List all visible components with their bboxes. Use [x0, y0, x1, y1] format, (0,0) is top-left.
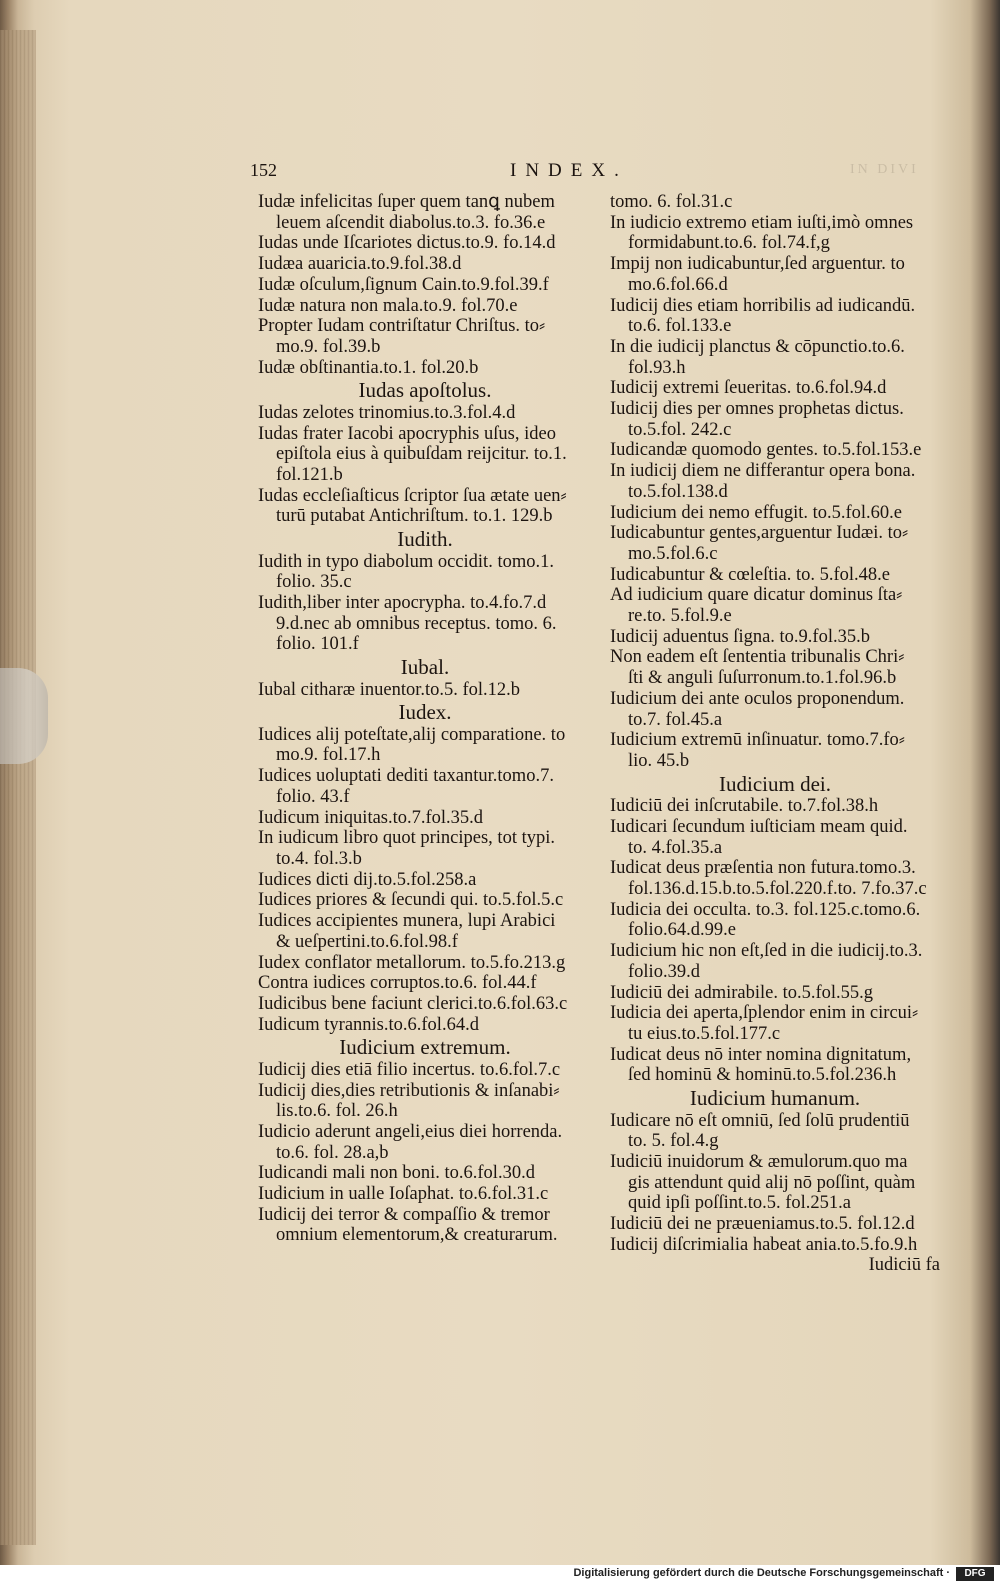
index-entry-line: lis.to.6. fol. 26.h — [276, 1101, 398, 1122]
index-entry-line: Iudicabuntur gentes,arguentur Iudæi. to⸗ — [610, 523, 909, 544]
index-entry-line: Iudicandæ quomodo gentes. to.5.fol.153.e — [610, 440, 922, 461]
index-entry-line: mo.9. fol.17.h — [276, 745, 381, 766]
index-entry-line: Ad iudicium quare dicatur dominus ſta⸗ — [610, 585, 903, 606]
index-entry-line: In iudicum libro quot principes, tot typi. — [258, 828, 555, 849]
index-entry-line: leuem aſcendit diabolus.to.3. fo.36.e — [276, 212, 546, 233]
index-entry-line: folio. 43.f — [276, 786, 350, 807]
index-entry-line: Iudicium dei ante oculos proponendum. — [610, 688, 905, 709]
index-heading: Iudicium extremum. — [339, 1035, 511, 1060]
page-number: 152 — [250, 160, 277, 180]
index-entry — [258, 1184, 592, 1205]
index-entry — [610, 1214, 940, 1235]
index-entry-line: turū putabat Antichriſtum. to.1. 129.b — [276, 506, 553, 527]
index-entry — [610, 730, 940, 771]
index-entry — [610, 1045, 940, 1086]
index-entry-line: Iudæ natura non mala.to.9. fol.70.e — [258, 295, 518, 316]
index-entry-line: Iudicij dies,dies retributionis & inſanabi⸗ — [258, 1080, 560, 1101]
index-entry-line: epiſtola eius à quibuſdam reijcitur. to.1. — [276, 444, 567, 465]
index-entry-line: Iudices dicti dij.to.5.fol.258.a — [258, 869, 477, 890]
index-entry-line: Iudices alij poteſtate,alij comparatione. to — [258, 724, 566, 745]
index-entry-line: Iudicari ſecundum iuſticiam meam quid. — [610, 816, 908, 837]
index-entry — [258, 296, 592, 317]
index-entry-line: ſed hominū & hominū.to.5.fol.236.h — [628, 1065, 897, 1086]
index-entry-line: fol.121.b — [276, 464, 343, 485]
index-entry-line: Iudicij extremi ſeueritas. to.6.fol.94.d — [610, 378, 887, 399]
index-entry-line: Iudicat deus præſentia non futura.tomo.3. — [610, 858, 916, 879]
index-entry-line: Iudicium hic non eſt,ſed in die iudicij.to.3. — [610, 941, 923, 962]
index-entry-line: Iudæ oſculum,ſignum Cain.to.9.fol.39.f — [258, 274, 549, 295]
index-entry — [610, 585, 940, 626]
index-entry-line: Iudas unde Iſcariotes dictus.to.9. fo.14.d — [258, 233, 556, 254]
index-entry-line: ſti & anguli ſuſurronum.to.1.fol.96.b — [628, 668, 897, 689]
index-column-left — [258, 192, 592, 1246]
index-entry — [610, 565, 940, 586]
index-entry-line: mo.6.fol.66.d — [628, 274, 728, 295]
index-entry — [258, 424, 592, 486]
index-entry-line: Iudæ obſtinantia.to.1. fol.20.b — [258, 357, 479, 378]
index-entry — [258, 973, 592, 994]
index-entry — [258, 680, 592, 701]
index-entry-line: Iudiciū inuidorum & æmulorum.quo ma — [610, 1151, 908, 1172]
index-entry-line: re.to. 5.fol.9.e — [628, 606, 732, 627]
index-entry-line: Iudith,liber inter apocrypha. to.4.fo.7.d — [258, 592, 547, 613]
index-entry-line: Iudiciū dei admirabile. to.5.fol.55.g — [610, 982, 874, 1003]
index-entry-line: Iudicium in ualle Ioſaphat. to.6.fol.31.c — [258, 1184, 549, 1205]
index-entry-line: Iudicij diſcrimialia habeat ania.to.5.fo.9.h — [610, 1234, 918, 1255]
index-entry — [610, 461, 940, 502]
index-entry-line: to.6. fol. 28.a,b — [276, 1142, 389, 1163]
index-entry-line: Iudicat deus nō inter nomina dignitatum, — [610, 1044, 912, 1065]
index-entry-line: Iudices priores & ſecundi qui. to.5.fol.5.c — [258, 890, 564, 911]
index-entry-line: Iudicia dei aperta,ſplendor enim in circui⸗ — [610, 1003, 919, 1024]
index-entry — [610, 689, 940, 730]
index-heading: Iudicium dei. — [719, 771, 831, 796]
index-entry-line: Iudas eccleſiaſticus ſcriptor ſua ætate uen⸗ — [258, 485, 567, 506]
index-entry-line: to.5.fol. 242.c — [628, 419, 732, 440]
index-entry-line: to.4. fol.3.b — [276, 848, 362, 869]
index-entry — [610, 817, 940, 858]
index-entry-line: folio. 101.f — [276, 634, 359, 655]
index-entry-line: formidabunt.to.6. fol.74.f,g — [628, 233, 830, 254]
index-heading: Iubal. — [400, 655, 450, 680]
index-entry — [258, 1060, 592, 1081]
index-entry-line: fol.93.h — [628, 357, 686, 378]
index-entry-line: Iudicij aduentus ſigna. to.9.fol.35.b — [610, 626, 870, 647]
index-entry-line: fol.136.d.15.b.to.5.fol.220.f.to. 7.fo.37.c — [628, 879, 927, 899]
index-entry — [258, 486, 592, 527]
index-entry-line: mo.5.fol.6.c — [628, 543, 718, 564]
index-entry — [258, 192, 592, 233]
index-entry-line: Iudicibus bene faciunt clerici.to.6.fol.63.c — [258, 993, 568, 1014]
index-entry — [610, 1111, 940, 1152]
index-entry-line: omnium elementorum,& creaturarum. — [276, 1225, 558, 1246]
index-entry — [258, 1081, 592, 1122]
catchword: Iudiciū fa — [868, 1255, 940, 1275]
index-entry — [258, 593, 592, 655]
bleed-through-text: IN DIVI — [850, 162, 919, 177]
index-entry-line: Iudas zelotes trinomius.to.3.fol.4.d — [258, 402, 516, 423]
index-entry-line: Iudicij dies etiā filio incertus. to.6.fol.7.c — [258, 1059, 561, 1080]
footer-credit: Digitalisierung gefördert durch die Deutsche Forschungsgemeinschaft · — [573, 1567, 950, 1579]
index-entry-line: Non eadem eſt ſententia tribunalis Chri⸗ — [610, 647, 905, 668]
index-entry — [258, 316, 592, 357]
index-entry-line: Iudith in typo diabolum occidit. tomo.1. — [258, 551, 554, 572]
index-entry — [610, 503, 940, 524]
index-entry-line: lio. 45.b — [628, 750, 690, 771]
index-entry — [258, 766, 592, 807]
index-entry-line: Iudicium extremū inſinuatur. tomo.7.fo⸗ — [610, 730, 905, 751]
index-entry — [610, 858, 940, 899]
index-entry — [258, 275, 592, 296]
index-entry-line: 9.d.nec ab omnibus receptus. tomo. 6. — [276, 613, 557, 634]
index-entry — [610, 796, 940, 817]
index-entry — [610, 192, 940, 213]
index-entry-line: Iudicij dies per omnes prophetas dictus. — [610, 399, 904, 420]
index-heading: Iudas apoſtolus. — [358, 378, 492, 403]
index-entry — [258, 725, 592, 766]
index-entry — [258, 1122, 592, 1163]
digitization-footer — [0, 1565, 1000, 1585]
index-entry-line: Iudicabuntur & cœleſtia. to. 5.fol.48.e — [610, 564, 890, 585]
index-entry — [258, 233, 592, 254]
index-entry — [258, 994, 592, 1015]
index-entry-line: gis attendunt quid alij nō poſſint, quàm — [628, 1172, 916, 1193]
index-entry — [610, 440, 940, 461]
index-entry — [258, 403, 592, 424]
index-entry-line: to. 4.fol.35.a — [628, 837, 723, 858]
index-entry-line: Iudex conflator metallorum. to.5.fo.213.g — [258, 952, 566, 973]
index-entry — [610, 523, 940, 564]
index-entry-line: mo.9. fol.39.b — [276, 336, 381, 357]
index-entry-line: quid ipſi poſſint.to.5. fol.251.a — [628, 1193, 852, 1214]
index-entry-line: In iudicio extremo etiam iuſti,imò omnes — [610, 212, 914, 233]
index-heading: Iudicium humanum. — [689, 1086, 861, 1111]
index-entry-line: to. 5. fol.4.g — [628, 1131, 719, 1152]
index-entry-line: Iudas frater Iacobi apocryphis uſus, ideo — [258, 423, 556, 444]
index-entry — [258, 828, 592, 869]
index-entry-line: folio.39.d — [628, 961, 700, 982]
index-entry-line: Iudices accipientes munera, lupi Arabici — [258, 911, 556, 932]
index-entry — [258, 870, 592, 891]
index-entry — [258, 911, 592, 952]
index-entry — [610, 399, 940, 440]
index-entry-line: Iudicij dies etiam horribilis ad iudicandū. — [610, 295, 916, 316]
index-entry-line: folio. 35.c — [276, 572, 352, 593]
index-entry-line: Iudices uoluptati dediti taxantur.tomo.7. — [258, 766, 554, 787]
index-entry — [610, 1152, 940, 1214]
index-entry-line: Iudæa auaricia.to.9.fol.38.d — [258, 254, 462, 275]
index-entry — [610, 254, 940, 295]
index-entry — [610, 1235, 940, 1256]
index-entry — [610, 627, 940, 648]
dfg-logo: DFG — [956, 1567, 994, 1581]
index-entry-line: Iudicum iniquitas.to.7.fol.35.d — [258, 807, 484, 828]
index-entry-line: Iudiciū dei ne præueniamus.to.5. fol.12.d — [610, 1214, 915, 1235]
index-entry — [610, 378, 940, 399]
index-entry-line: Iudicium dei nemo effugit. to.5.fol.60.e — [610, 502, 902, 523]
index-entry-line: Iudicare nō eſt omniū, ſed ſolū prudentiū — [610, 1110, 910, 1131]
index-entry-line: Iudicandi mali non boni. to.6.fol.30.d — [258, 1163, 535, 1184]
index-entry-line: Iudiciū dei inſcrutabile. to.7.fol.38.h — [610, 796, 879, 817]
index-entry-line: Iudicum tyrannis.to.6.fol.64.d — [258, 1014, 479, 1035]
index-entry — [258, 1163, 592, 1184]
index-entry-line: tomo. 6. fol.31.c — [610, 192, 733, 212]
index-entry — [258, 1205, 592, 1246]
index-entry-line: Iudicia dei occulta. to.3. fol.125.c.tomo.6. — [610, 899, 921, 920]
index-entry-line: In iudicij diem ne differantur opera bona. — [610, 461, 916, 482]
index-entry-line: to.5.fol.138.d — [628, 481, 728, 502]
index-column-right — [610, 192, 940, 1255]
book-clamp — [0, 668, 48, 764]
index-entry — [610, 941, 940, 982]
index-entry-line: Impij non iudicabuntur,ſed arguentur. to — [610, 254, 905, 275]
index-heading: Iudith. — [397, 527, 453, 552]
index-entry — [258, 358, 592, 379]
index-entry — [610, 647, 940, 688]
index-entry — [610, 213, 940, 254]
index-entry — [610, 983, 940, 1004]
index-entry — [610, 296, 940, 337]
running-title: INDEX. — [510, 160, 628, 181]
index-entry — [610, 1003, 940, 1044]
index-entry — [258, 1015, 592, 1036]
index-entry — [610, 337, 940, 378]
index-entry-line: to.6. fol.133.e — [628, 316, 732, 337]
page-header — [250, 160, 940, 190]
index-entry-line: Iubal citharæ inuentor.to.5. fol.12.b — [258, 679, 521, 700]
index-entry — [258, 254, 592, 275]
index-entry-line: In die iudicij planctus & cōpunctio.to.6. — [610, 336, 905, 357]
index-entry-line: folio.64.d.99.e — [628, 920, 736, 941]
index-entry — [610, 900, 940, 941]
index-entry-line: tu eius.to.5.fol.177.c — [628, 1023, 781, 1044]
index-entry-line: Iudicio aderunt angeli,eius diei horrenda. — [258, 1121, 563, 1142]
index-entry — [258, 808, 592, 829]
stacked-page-edges — [0, 30, 36, 1545]
index-entry-line: Propter Iudam contriſtatur Chriſtus. to⸗ — [258, 316, 546, 337]
index-heading: Iudex. — [398, 700, 452, 725]
index-entry-line: & ueſpertini.to.6.fol.98.f — [276, 931, 458, 952]
index-entry-line: Contra iudices corruptos.to.6. fol.44.f — [258, 973, 537, 994]
index-entry-line: Iudicij dei terror & compaſſio & tremor — [258, 1204, 550, 1225]
index-entry-line: Iudæ infelicitas ſuper quem tanꝗ nubem — [258, 192, 555, 212]
index-entry — [258, 953, 592, 974]
index-entry-line: to.7. fol.45.a — [628, 709, 723, 730]
index-entry — [258, 552, 592, 593]
index-entry — [258, 890, 592, 911]
